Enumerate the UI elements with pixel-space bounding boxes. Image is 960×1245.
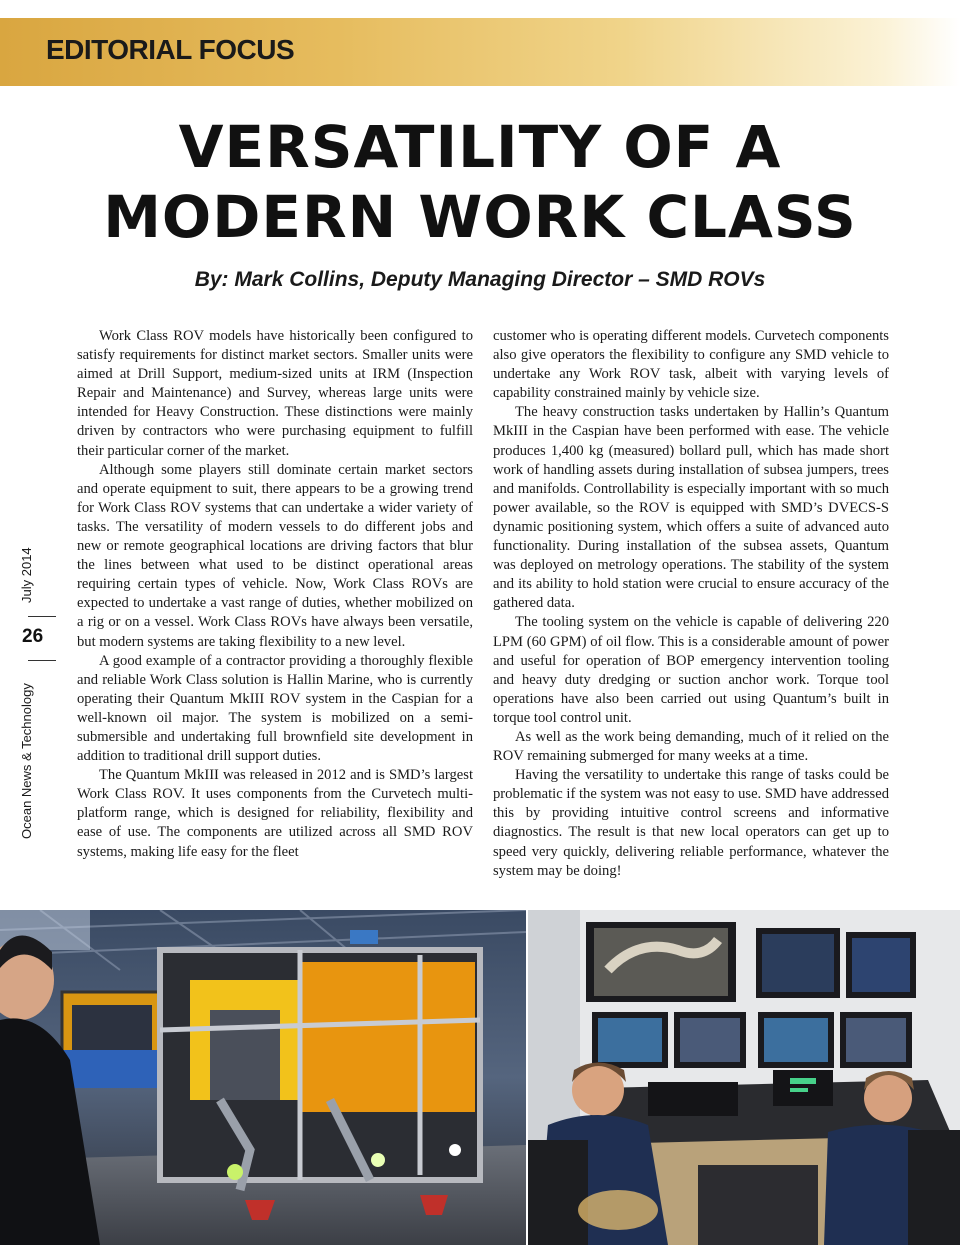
article-column-right <box>493 327 889 881</box>
rov-workshop-photo <box>0 910 526 1245</box>
paragraph: The tooling system on the vehicle is capable of delivering 220 LPM (60 GPM) of oil flow. This is a considerable amount of power and useful for operation of BOP emergency intervention tooling and heavy duty dredging or suction anchor work. Torque tool operations have also been carried out using Quantum’s built in torque tool control unit. <box>493 614 889 726</box>
issue-date: July 2014 <box>19 547 34 603</box>
byline: By: Mark Collins, Deputy Managing Director – SMD ROVs <box>194 268 766 291</box>
sidebar-divider <box>28 660 56 661</box>
paragraph-continuation: customer who is operating different models. Curvetech components also give operators the flexibility to configure any SMD vehicle to undertake any Work ROV task, albeit with varying levels of capability constrained mainly by vehicle size. <box>493 328 889 402</box>
title-line-1: VERSATILITY OF A <box>178 113 782 181</box>
paragraph: Having the versatility to undertake this range of tasks could be problematic if the system was not easy to use. SMD have addressed this by providing intuitive control screens and informative diagnostics. The result is that new local operators can get up to speed very quickly, delivering reliable performance, whatever the system may be doing! <box>493 767 889 879</box>
article-column-left <box>77 327 473 862</box>
section-banner <box>0 18 960 86</box>
paragraph: As well as the work being demanding, much of it relied on the ROV remaining submerged for many weeks at a time. <box>493 728 889 765</box>
page-number: 26 <box>22 626 44 647</box>
sidebar-divider <box>28 616 56 617</box>
paragraph: The heavy construction tasks undertaken by Hallin’s Quantum MkIII in the Caspian have been performed with ease. The vehicle produces 1,400 kg (measured) bollard pull, which has made short work of handling assets during installation of subsea jumpers, trees and manifolds. Controllability is especially important with so much power available, so the ROV is equipped with SMD’s DVECS-S dynamic positioning system, which offers a suite of advanced auto functionality. During installation of the subsea assets, Quantum was deployed on metrology operations. The stability of the system and its ability to hold station were crucial to ensure accuracy of the gathered data. <box>493 404 889 612</box>
paragraph: Work Class ROV models have historically been configured to satisfy requirements for distinct market sectors. Smaller units were aimed at Drill Support, medium-sized units at IRM (Inspection Repair and Maintenance) and Survey, whereas large units were intended for Heavy Construction. These distinctions were mainly driven by contractors who were purchasing equipment to fulfill their particular corner of the market. <box>77 328 473 459</box>
publication-name: Ocean News & Technology <box>19 683 34 839</box>
article-title <box>0 112 960 252</box>
section-label: EDITORIAL FOCUS <box>46 34 295 65</box>
rov-control-room-photo <box>528 910 960 1245</box>
paragraph: The Quantum MkIII was released in 2012 and is SMD’s largest Work Class ROV. It uses components from the Curvetech multi-platform range, which is designed for reliability, flexibility and ease of use. The components are utilized across all SMD ROV systems, making life easy for the fleet <box>77 767 473 860</box>
paragraph: Although some players still dominate certain market sectors and operate equipment to suit, there appears to be a growing trend for Work Class ROV systems that can undertake a wider variety of tasks. The versatility of modern vessels to do different jobs and new or remote geographical locations are driving factors that blur the lines between what used to be distinct operational areas requiring certain types of vehicle. Now, Work Class ROVs are expected to undertake a vast range of duties, whether mobilized on a rig or on a vessel. Work Class ROVs have always been versatile, but modern systems are taking flexibility to a new level. <box>77 461 473 650</box>
paragraph: A good example of a contractor providing a thoroughly flexible and reliable Work Class solution is Hallin Marine, who is currently operating their Quantum MkIII ROV system in the Caspian for a well-known oil major. The system is mobilized on a semi-submersible and undertaking full brownfield site development in addition to traditional drill support duties. <box>77 652 473 765</box>
title-line-2: MODERN WORK CLASS <box>103 183 857 251</box>
